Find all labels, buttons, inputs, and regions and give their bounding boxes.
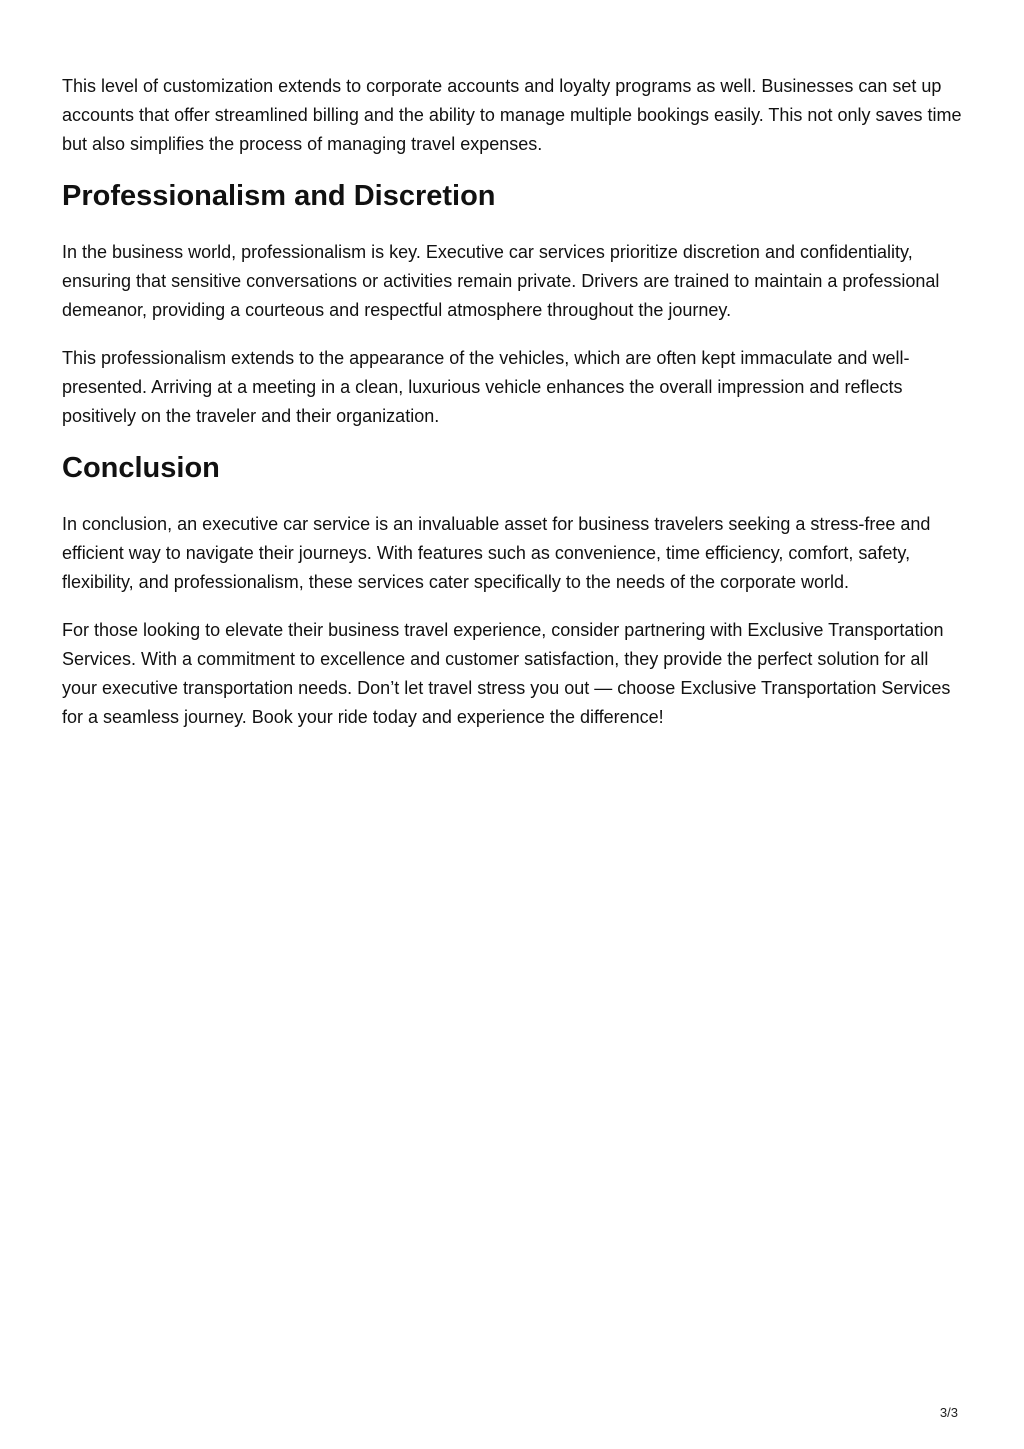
professionalism-paragraph-2: This professionalism extends to the appearance of the vehicles, which are often kept immaculate and well-presented. Arriving at a meeting in a clean, luxurious vehicle enhances the overall impression and reflects positively on the traveler and their organization. xyxy=(62,348,910,426)
section-heading-professionalism: Professionalism and Discretion xyxy=(62,180,496,212)
conclusion-paragraph-1: In conclusion, an executive car service is an invaluable asset for business travelers seeking a stress-free and efficient way to navigate their journeys. With features such as convenience, time efficiency, comfort, safety, flexibility, and professionalism, these services cater specifically to the needs of the corporate world. xyxy=(62,514,931,592)
document-page xyxy=(62,72,962,751)
professionalism-paragraph-1: In the business world, professionalism is key. Executive car services prioritize discretion and confidentiality, ensuring that sensitive conversations or activities remain private. Drivers are trained to maintain a professional demeanor, providing a courteous and respectful atmosphere throughout the journey. xyxy=(62,242,940,320)
page-number: 3/3 xyxy=(939,1405,958,1420)
section-heading-conclusion: Conclusion xyxy=(62,452,220,484)
conclusion-paragraph-2: For those looking to elevate their business travel experience, consider partnering with Exclusive Transportation Services. With a commitment to excellence and customer satisfaction, they provide the perfect solution for all your executive transportation needs. Don’t let travel stress you out — choose Exclusive Transportation Services for a seamless journey. Book your ride today and experience the difference! xyxy=(62,620,951,727)
intro-paragraph: This level of customization extends to corporate accounts and loyalty programs as well. Businesses can set up accounts that offer streamlined billing and the ability to manage multiple bookings easily. This not only saves time but also simplifies the process of managing travel expenses. xyxy=(62,76,962,154)
